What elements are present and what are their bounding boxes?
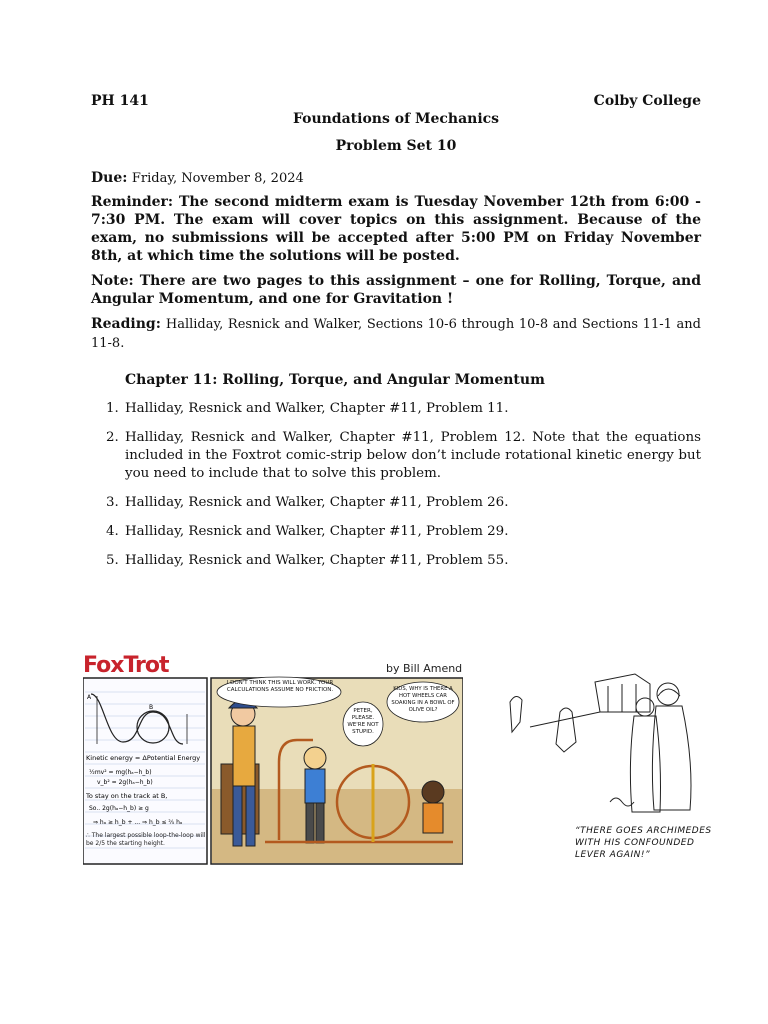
- list-item: 4. Halliday, Resnick and Walker, Chapter #11, Problem 29.: [106, 524, 509, 539]
- problem-list: [91, 400, 701, 581]
- svg-text:½mv² = mg(hₐ−h_b): ½mv² = mg(hₐ−h_b): [89, 769, 152, 776]
- college-name: Colby College: [593, 93, 701, 109]
- document-title: Foundations of Mechanics: [292, 111, 500, 127]
- svg-text:B: B: [149, 704, 154, 711]
- reading-label: Reading:: [91, 316, 161, 332]
- svg-text:v_b² = 2g(hₐ−h_b): v_b² = 2g(hₐ−h_b): [97, 779, 153, 786]
- comic-bubble-peter: PETER, PLEASE. WE'RE NOT STUPID.: [347, 708, 379, 735]
- comic-panel-scene: [211, 677, 463, 864]
- svg-text:A: A: [87, 694, 92, 701]
- due-date: Friday, November 8, 2024: [131, 171, 304, 186]
- note-paragraph: Note: There are two pages to this assignment – one for Rolling, Torque, and Angular Momentum, and one for Gravitation !: [91, 273, 701, 307]
- comic-panel-notes: [83, 678, 207, 864]
- problem-set-title: Problem Set 10: [335, 138, 457, 154]
- course-code: PH 141: [91, 93, 149, 109]
- cartoon-caption: “THERE GOES ARCHIMEDES WITH HIS CONFOUNDED LEVER AGAIN!”: [575, 826, 712, 860]
- list-item: 3. Halliday, Resnick and Walker, Chapter #11, Problem 26.: [106, 495, 509, 510]
- reading-line: [91, 315, 701, 353]
- section-heading: Chapter 11: Rolling, Torque, and Angular Momentum: [125, 372, 545, 388]
- foxtrot-comic-strip: [83, 652, 463, 867]
- comic-notes-line2: To stay on the track at B,: [86, 792, 168, 800]
- foxtrot-logo: FoxTrot: [83, 653, 169, 678]
- svg-text:So.. 2g(hₐ−h_b) ≥ g: So.. 2g(hₐ−h_b) ≥ g: [89, 805, 149, 812]
- comic-notes-line1: Kinetic energy = ΔPotential Energy: [86, 754, 201, 762]
- reading-text: Halliday, Resnick and Walker, Sections 10-6 through 10-8 and Sections 11-1 and 11-8.: [91, 317, 702, 351]
- due-line: [91, 169, 701, 188]
- comic-bubble-mom: KIDS, WHY IS THERE A HOT WHEELS CAR SOAKING IN A BOWL OF OLIVE OIL?: [391, 686, 455, 713]
- comic-byline: by Bill Amend: [386, 662, 463, 675]
- comic-notes-line3: ∴ The largest possible loop-the-loop will be 2/5 the starting height.: [86, 832, 206, 847]
- list-item: 1. Halliday, Resnick and Walker, Chapter #11, Problem 11.: [106, 401, 509, 416]
- list-item: 5. Halliday, Resnick and Walker, Chapter #11, Problem 55.: [106, 553, 509, 568]
- list-item: 2. Halliday, Resnick and Walker, Chapter #11, Problem 12. Note that the equations included in the Foxtrot comic-strip below don’t include rotational kinetic energy but you need to include that to solve this problem.: [106, 430, 701, 481]
- reminder-paragraph: Reminder: The second midterm exam is Tuesday November 12th from 6:00 - 7:30 PM. The exam will cover topics on this assignment. Because of the exam, no submissions will be accepted after 5:00 PM on Friday November 8th, at which time the solutions will be posted.: [91, 194, 701, 264]
- svg-text:⇒ hₐ ≥ h_b + ... ⇒ h_b ≤ ⅖ hₐ: ⇒ hₐ ≥ h_b + ... ⇒ h_b ≤ ⅖ hₐ: [93, 819, 183, 826]
- comic-bubble-friction: I DON'T THINK THIS WILL WORK. YOUR CALCULATIONS ASSUME NO FRICTION.: [226, 680, 334, 693]
- due-label: Due:: [91, 170, 128, 186]
